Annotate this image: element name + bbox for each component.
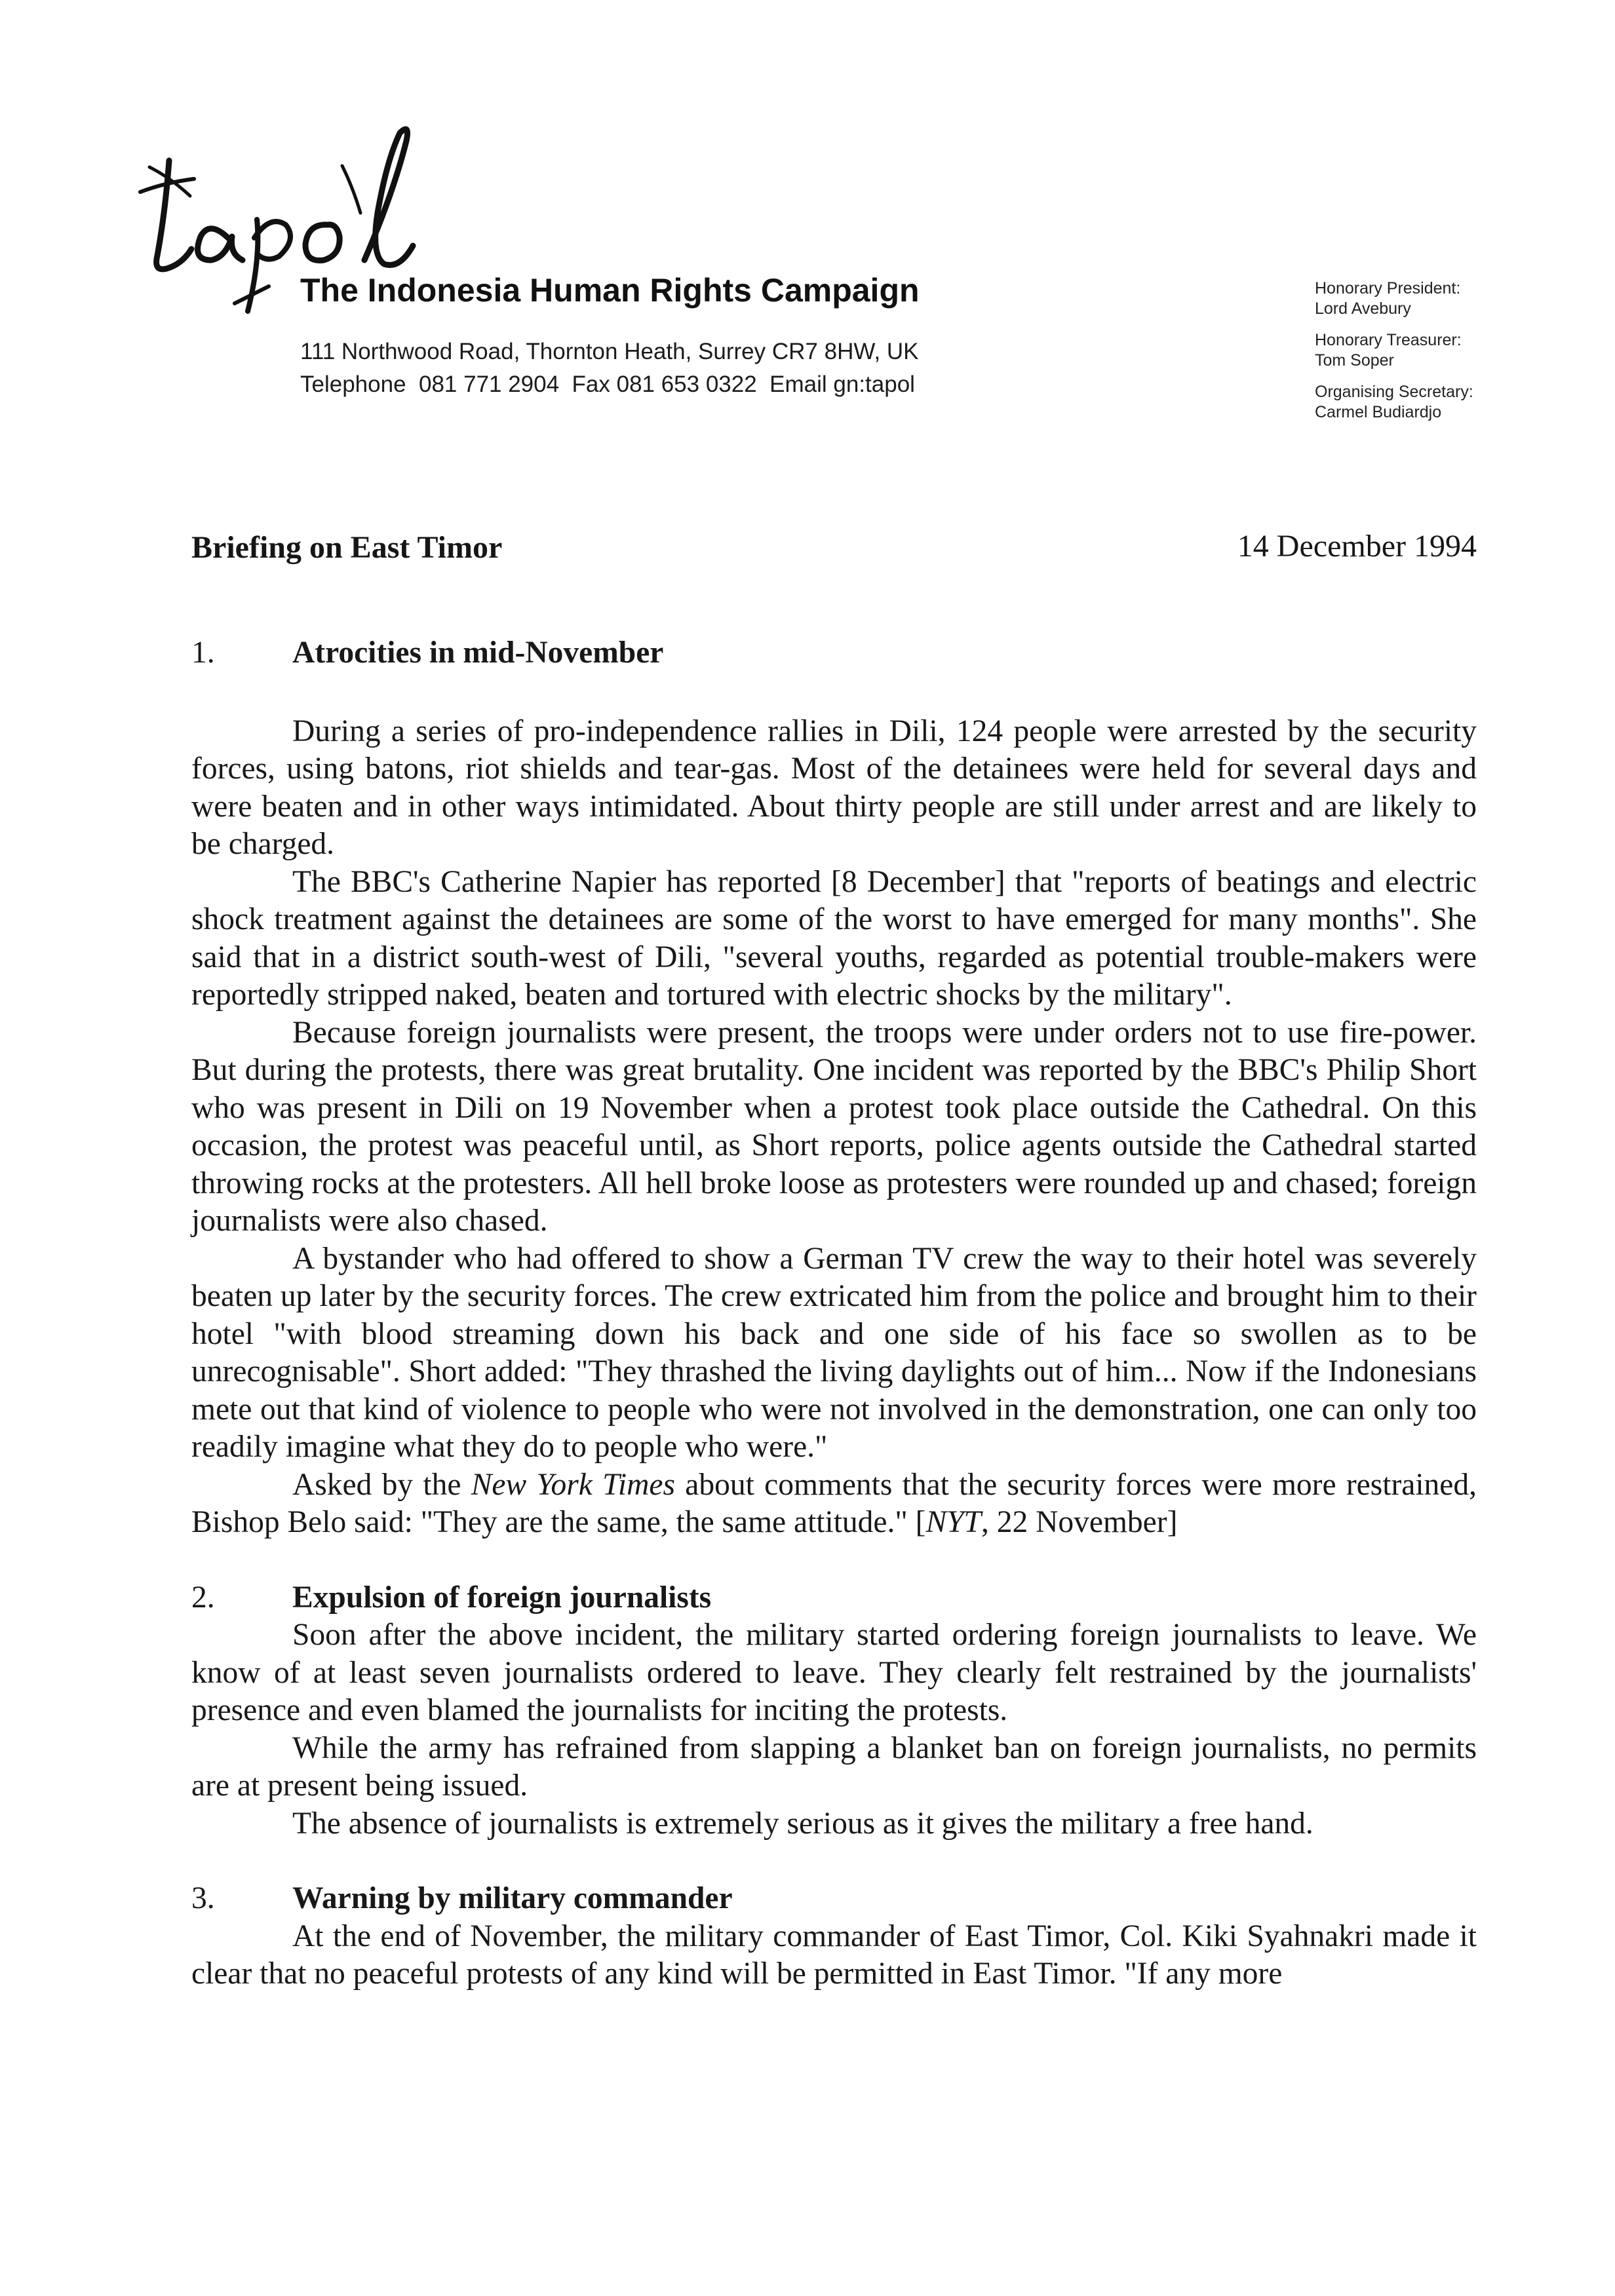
officer-role: Honorary Treasurer: [1315,331,1462,349]
briefing-title: Briefing on East Timor [191,530,503,565]
paragraph: The BBC's Catherine Napier has reported [8 December] that "reports of beatings and electric shock treatment against the detainees are some of the worst to have emerged for many months". She said that in a district south-west of Dili, "several youths, regarded as potential trouble-makers were reportedly stripped naked, beaten and tortured with electric shocks by the military". [191,864,1477,1012]
section-heading [191,1579,1477,1617]
officer-name: Carmel Budiardjo [1315,403,1442,421]
paragraph-nyt-quote [191,1466,1477,1542]
publication-abbrev: NYT [925,1505,981,1539]
text-run: , 22 November] [981,1505,1178,1539]
paragraph: While the army has refrained from slapping a blanket ban on foreign journalists, no permits are at present being issued. [191,1731,1477,1803]
officer-secretary [1315,382,1473,423]
section-title: Expulsion of foreign journalists [292,1580,712,1615]
paragraph: Because foreign journalists were present, the troops were under orders not to use fire-power. But during the protests, there was great brutality. One incident was reported by the BBC's Philip Short who was present in Dili on 19 November when a protest took place outside the Cathedral. On this occasion, the protest was peaceful until, as Short reports, police agents outside the Cathedral started throwing rocks at the protesters. All hell broke loose as protesters were rounded up and chased; foreign journalists were also chased. [191,1015,1477,1238]
address-line: 111 Northwood Road, Thornton Heath, Surrey CR7 8HW, UK [300,339,919,364]
briefing-date: 14 December 1994 [1237,529,1477,564]
section-heading [191,1880,1477,1918]
organisation-name: The Indonesia Human Rights Campaign [300,272,920,309]
text-run: Asked by the [292,1467,471,1502]
officer-name: Tom Soper [1315,351,1394,370]
paragraph: The absence of journalists is extremely serious as it gives the military a free hand. [292,1806,1313,1841]
section-number: 3. [191,1881,215,1915]
section-number: 2. [191,1580,215,1615]
paragraph: A bystander who had offered to show a German TV crew the way to their hotel was severely beaten up later by the security forces. The crew extricated him from the police and brought him to their hotel "with blood streaming down his back and one side of his face so swollen as to be unrecognisable". Short added: "They thrashed the living daylights out of him... Now if the Indonesians mete out that kind of violence to people who were not involved in the demonstration, one can only too readily imagine what they do to people who were." [191,1241,1477,1464]
officer-president [1315,278,1473,319]
officer-treasurer [1315,330,1473,371]
officer-role: Honorary President: [1315,279,1461,297]
officers-list [1315,278,1473,434]
organisation-address [300,335,919,401]
paragraph: During a series of pro-independence rallies in Dili, 124 people were arrested by the security forces, using batons, riot shields and tear-gas. Most of the detainees were held for several days and were beaten and in other ways intimidated. About thirty people are still under arrest and are likely to be charged. [191,714,1477,861]
paragraph: Soon after the above incident, the military started ordering foreign journalists to leave. We know of at least seven journalists ordered to leave. They clearly felt restrained by the journalists' presence and even blamed the journalists for inciting the protests. [191,1618,1477,1727]
paragraph: At the end of November, the military commander of East Timor, Col. Kiki Syahnakri made it clear that no peaceful protests of any kind will be permitted in East Timor. "If any more [191,1919,1477,1991]
officer-role: Organising Secretary: [1315,383,1473,401]
section-title: Atrocities in mid-November [292,636,664,670]
contact-line: Telephone 081 771 2904 Fax 081 653 0322 Email gn:tapol [300,372,915,397]
publication-name: New York Times [471,1467,676,1502]
text-run: about comments that the security forces were more restrained, Bishop Belo said: "They are the same, the same attitude." [ [191,1467,1477,1539]
section-number: 1. [191,636,215,670]
section-title: Warning by military commander [292,1881,733,1915]
section-heading [191,634,1477,672]
briefing-body [191,634,1477,1993]
officer-name: Lord Avebury [1315,299,1411,318]
